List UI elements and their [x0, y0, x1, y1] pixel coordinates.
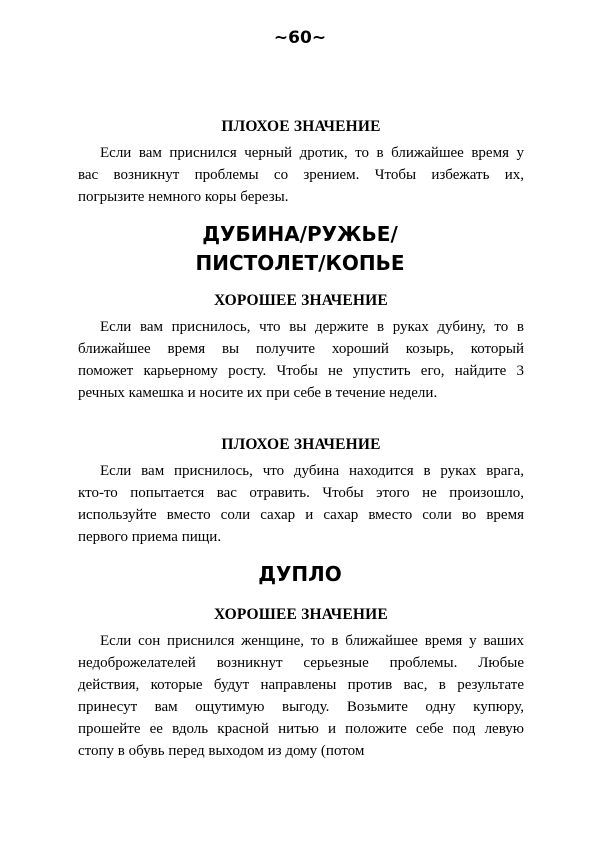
text-line: принесут вам ощутимую выгоду. Возьмите одну купюру, [78, 699, 524, 715]
section-subheading: ХОРОШЕЕ ЗНАЧЕНИЕ [214, 606, 388, 623]
text-line: поможет карьерному росту. Чтобы не упустить его, найдите 3 [78, 363, 524, 379]
section-text [78, 316, 524, 404]
text-line: недоброжелателей возникнут серьезные проблемы. Любые [78, 655, 524, 671]
text-line: вас возникнут проблемы со зрением. Чтобы избежать их, [78, 167, 524, 183]
text-line: стопу в обувь перед выходом из дому (потом [78, 743, 365, 759]
section-text [78, 460, 524, 548]
section-hollow-good [78, 606, 524, 762]
text-line: используйте вместо соли сахар и сахар вместо соли во время [78, 507, 524, 523]
text-line: первого приема пищи. [78, 529, 222, 545]
text-line: кто-то попытается вас отравить. Чтобы этого не произошло, [78, 485, 524, 501]
text-line: речных камешка и носите их при себе в течение недели. [78, 385, 438, 401]
entry-heading-hollow [0, 560, 600, 589]
text-line: ближайшее время вы получите хороший козырь, который [78, 341, 524, 357]
section-text [78, 142, 524, 208]
section-subheading: ХОРОШЕЕ ЗНАЧЕНИЕ [214, 292, 388, 309]
text-line: Если вам приснился черный дротик, то в ближайшее время у [100, 145, 524, 161]
section-subheading: ПЛОХОЕ ЗНАЧЕНИЕ [221, 118, 381, 135]
heading-line: ПИСТОЛЕТ/КОПЬЕ [195, 251, 405, 275]
section-text [78, 630, 524, 762]
heading-line: ДУПЛО [258, 562, 342, 586]
entry-heading-club [0, 220, 600, 278]
text-line: действия, которые будут направлены против вас, в результате [78, 677, 524, 693]
text-line: Если сон приснился женщине, то в ближайшее время у ваших [100, 633, 524, 649]
text-line: Если вам приснилось, что дубина находится в руках врага, [100, 463, 524, 479]
text-line: прошейте ее вдоль красной нитью и положите себе под левую [78, 721, 524, 737]
section-subheading: ПЛОХОЕ ЗНАЧЕНИЕ [221, 436, 381, 453]
text-line: погрызите немного коры березы. [78, 189, 289, 205]
section-dart-bad [78, 118, 524, 208]
section-club-good [78, 292, 524, 404]
section-club-bad [78, 436, 524, 548]
page-number: ~60~ [273, 28, 327, 48]
text-line: Если вам приснилось, что вы держите в руках дубину, то в [100, 319, 524, 335]
heading-line: ДУБИНА/РУЖЬЕ/ [202, 222, 398, 246]
